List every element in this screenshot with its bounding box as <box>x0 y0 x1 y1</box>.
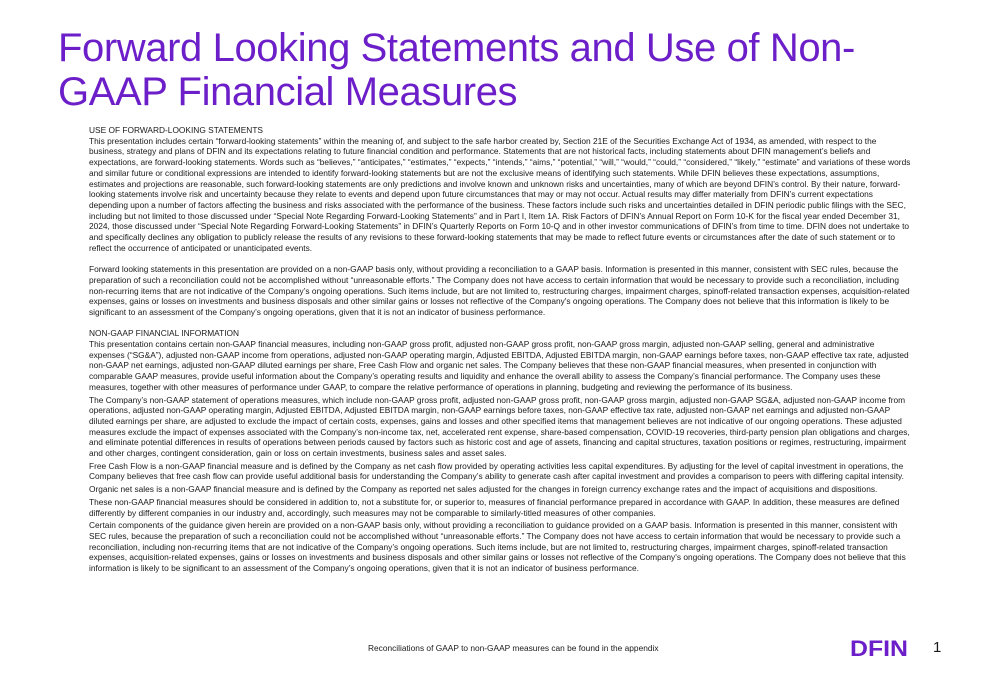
forward-looking-heading: USE OF FORWARD-LOOKING STATEMENTS <box>89 125 263 135</box>
dfin-logo-text: DFIN <box>850 638 908 658</box>
non-gaap-paragraph-6: Certain components of the guidance given herein are provided on a non-GAAP basis only, without providing a reconciliation to guidance provided on a GAAP basis. Information is presented in this manner, consistent with SEC rules, because the preparation of such a reconciliation could not be accomplished without “unreasonable efforts.” The Company does not have access to certain information that would be necessary to provide such a reconciliation, including non-recurring items that are not indicative of the Company’s ongoing operations. Such items include, but are not limited to, restructuring charges, impairment charges, spinoff-related transaction expenses, acquisition-related expenses, gains or losses on investments and business disposals and other similar gains or losses not reflective of the Company's ongoing operations. The Company does not believe that this information is likely to be significant to an assessment of the Company’s ongoing operations, given that it is not an indicator of business performance. <box>89 520 906 574</box>
non-gaap-paragraph-1: This presentation contains certain non-GAAP financial measures, including non-GAAP gross profit, adjusted non-GAAP gross profit, non-GAAP gross margin, adjusted non-GAAP selling, general and administrative expenses (“SG&A”), adjusted non-GAAP income from operations, adjusted non-GAAP operating margin, Adjusted EBITDA, Adjusted EBITDA margin, non-GAAP earnings before taxes, non-GAAP effective tax rate, adjusted non-GAAP net earnings, adjusted non-GAAP diluted earnings per share, Free Cash Flow and organic net sales. The Company believes that these non-GAAP financial measures, when presented in conjunction with comparable GAAP measures, provide useful information about the Company’s operating results and liquidity and enhance the overall ability to assess the Company’s financial performance. The Company uses these measures, together with other measures of performance under GAAP, to compare the relative performance of operations in planning, budgeting and reviewing the performance of its business. <box>89 339 909 392</box>
page-number: 1 <box>933 639 942 656</box>
section-gap <box>89 318 911 329</box>
non-gaap-heading: NON-GAAP FINANCIAL INFORMATION <box>89 328 240 339</box>
non-gaap-paragraph-5: These non-GAAP financial measures should be considered in addition to, not a substitute for, or superior to, measures of financial performance prepared in accordance with GAAP. In addition, these measures are defined differently by different companies in our industry and, accordingly, such measures may not be comparable to similarly-titled measures of other companies. <box>89 496 900 518</box>
non-gaap-paragraph-3: Free Cash Flow is a non-GAAP financial measure and is defined by the Company as net cash flow provided by operating activities less capital expenditures. By adjusting for the level of capital investment in operations, the Company believes that free cash flow can provide useful additional basis for understanding the Company’s ability to generate cash after capital investment and provides a comparison to peers with differing capital intensity. <box>89 460 904 482</box>
non-gaap-paragraph-4: Organic net sales is a non-GAAP financial measure and is defined by the Company as reported net sales adjusted for the changes in foreign currency exchange rates and the impact of acquisitions and dispositions. <box>89 484 878 495</box>
disclaimer-body <box>89 125 911 574</box>
footer-note: Reconciliations of GAAP to non-GAAP measures can be found in the appendix <box>368 643 659 653</box>
forward-looking-paragraph-1: This presentation includes certain “forward-looking statements” within the meaning of, and subject to the safe harbor created by, Section 21E of the Securities Exchange Act of 1934, as amended, with respect to the business, strategy and plans of DFIN and its expectations relating to future financial condition and performance. Statements that are not historical facts, including statements about DFIN management’s beliefs and expectations, are forward-looking statements. Words such as “believes,” “anticipates,” “estimates,” “expects,” “intends,” “aims,” “potential,” “will,” “would,” “could,” “considered,” “likely,” “estimate” and variations of these words and similar future or conditional expressions are intended to identify forward-looking statements but are not the exclusive means of identifying such statements. While DFIN believes these expectations, assumptions, estimates and projections are reasonable, such forward-looking statements are only predictions and involve known and unknown risks and uncertainties, many of which are beyond DFIN’s control. By their nature, forward-looking statements involve risk and uncertainty because they relate to events and depend upon future circumstances that may or may not occur. Actual results may differ materially from DFIN’s current expectations depending upon a number of factors affecting the business and risks associated with the performance of the business. These factors include such risks and uncertainties detailed in DFIN periodic public filings with the SEC, including but not limited to those discussed under “Special Note Regarding Forward-Looking Statements” and in Part I, Item 1A. Risk Factors of DFIN’s Annual Report on Form 10-K for the fiscal year ended December 31, 2024, those discussed under “Special Note Regarding Forward-Looking Statements” in DFIN’s Quarterly Reports on Form 10-Q and in other investor communications of DFIN’s from time to time. DFIN does not undertake to and specifically declines any obligation to publicly release the results of any revisions to these forward-looking statements that may be made to reflect future events or circumstances after the date of such statement or to reflect the occurrence of anticipated or unanticipated events. <box>89 135 911 253</box>
page-title: Forward Looking Statements and Use of Non-GAAP Financial Measures <box>58 26 855 114</box>
paragraph-gap <box>89 253 911 264</box>
dfin-logo <box>850 638 910 658</box>
non-gaap-paragraph-2: The Company’s non-GAAP statement of operations measures, which include non-GAAP gross profit, adjusted non-GAAP gross profit, non-GAAP gross margin, adjusted non-GAAP SG&A, adjusted non-GAAP income from operations, adjusted non-GAAP operating margin, Adjusted EBITDA, Adjusted EBITDA margin, non-GAAP earnings before taxes, non-GAAP effective tax rate, adjusted non-GAAP net earnings and adjusted non-GAAP diluted earnings per share, are adjusted to exclude the impact of certain costs, expenses, gains and losses and other specified items that management believes are not indicative of our ongoing operations. These adjusted measures exclude the impact of expenses associated with the Company’s non-income tax, net, accelerated rent expense, share-based compensation, COVID-19 recoveries, third-party pension plan obligations and charges, and eliminate potential differences in results of operations between periods caused by factors such as historic cost and age of assets, financing and capital structures, taxation positions or regimes, restructuring, impairment and other charges, contingent consideration, gain or loss on certain investments, business sales and asset sales. <box>89 394 910 459</box>
forward-looking-paragraph-2: Forward looking statements in this presentation are provided on a non-GAAP basis only, without providing a reconciliation to a GAAP basis. Information is presented in this manner, consistent with SEC rules, because the preparation of such a reconciliation could not be accomplished without “unreasonable efforts.” The Company does not have access to certain information that would be necessary to provide such a reconciliation, including non-recurring items that are not indicative of the Company’s ongoing operations. Such items include, but are not limited to, restructuring charges, impairment charges, spinoff-related transaction expenses, acquisition-related expenses, gains or losses on investments and business disposals and other similar gains or losses not reflective of the Company's ongoing operations. The Company does not believe that this information is likely to be significant to an assessment of the Company’s ongoing operations, given that it is not an indicator of business performance. <box>89 264 910 317</box>
